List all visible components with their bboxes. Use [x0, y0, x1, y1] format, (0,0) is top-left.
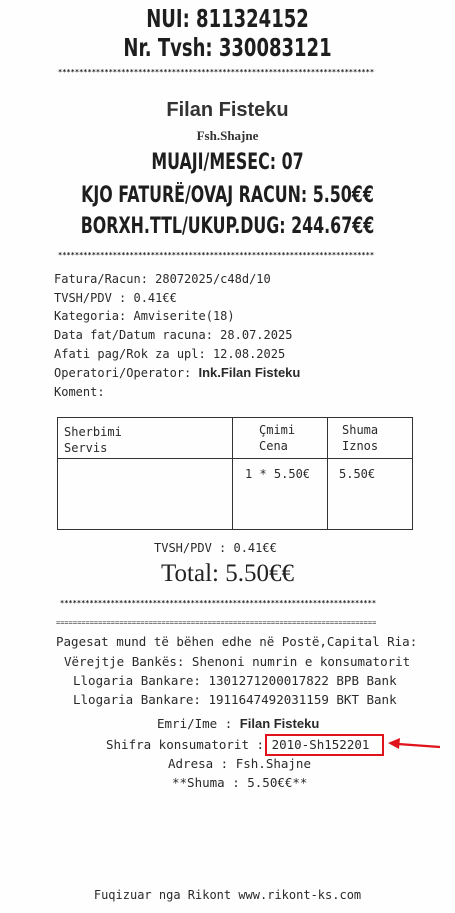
invoice-date: Data fat/Datum racuna: 28.07.2025 [54, 328, 293, 342]
customer-village: Fsh.Shajne [196, 128, 259, 143]
payment-note: Pagesat mund të bëhen edhe në Postë,Capital Ria: [56, 634, 418, 649]
tvsh-line: TVSH/PDV : 0.41€€ [54, 291, 177, 305]
row-amount: 5.50€ [339, 467, 376, 481]
code-label: Shifra konsumatorit : [106, 737, 272, 752]
bank-account-bkt: Llogaria Bankare: 1911647492031159 BKT Bank [73, 692, 397, 707]
operator-value: Ink.Filan Fisteku [198, 365, 301, 380]
total-amount: Total: 5.50€€ [161, 560, 294, 587]
amount-line: **Shuma : 5.50€€** [172, 775, 308, 790]
code-value: 2010-Sh152201 [271, 737, 370, 752]
invoice-number: Fatura/Racun: 28072025/c48d/10 [54, 272, 271, 286]
bank-account-bpb: Llogaria Bankare: 1301271200017822 BPB Bank [73, 673, 397, 688]
debt-total: BORXH.TTL/UKUP.DUG: 244.67€€ [80, 214, 375, 239]
row-price: 1 * 5.50€ [245, 467, 311, 481]
customer-name: Filan Fisteku [166, 99, 289, 121]
header-amount: Shuma Iznos [342, 423, 379, 453]
footer-name-line [157, 716, 319, 731]
table-divider [327, 418, 328, 529]
header-price: Çmimi Cena [259, 423, 296, 453]
red-arrow-icon [386, 735, 442, 755]
tvsh-number: Nr. Tvsh: 330083121 [123, 33, 332, 62]
star-separator: *************************************************************************** [58, 68, 375, 76]
code-highlight-box [265, 734, 384, 756]
pdv-summary: TVSH/PDV : 0.41€€ [154, 541, 277, 555]
operator-line [54, 365, 300, 380]
category-line: Kategoria: Amviserite(18) [54, 309, 235, 323]
bank-note: Vërejtje Bankës: Shenoni numrin e konsumatorit [64, 654, 411, 669]
nui-number: NUI: 811324152 [146, 4, 309, 33]
billing-month: MUAJI/MESEC: 07 [151, 150, 304, 175]
star-separator: *************************************************************************** [60, 599, 377, 607]
powered-by: Fuqizuar nga Rikont www.rikont-ks.com [93, 888, 362, 902]
equals-separator: ============================================================================ [56, 619, 377, 627]
header-service: Sherbimi Servis [64, 425, 122, 455]
name-value: Filan Fisteku [239, 716, 320, 731]
table-divider [58, 458, 412, 459]
table-divider [232, 418, 233, 529]
due-date: Afati pag/Rok za upl: 12.08.2025 [54, 347, 286, 361]
invoice-amount: KJO FATURË/OVAJ RACUN: 5.50€€ [81, 183, 374, 208]
service-table [57, 417, 413, 530]
comment-line: Koment: [54, 385, 105, 399]
address-line: Adresa : Fsh.Shajne [168, 756, 311, 771]
star-separator: *************************************************************************** [58, 251, 375, 259]
operator-label: Operatori/Operator: [54, 366, 199, 380]
name-label: Emri/Ime : [157, 716, 240, 731]
